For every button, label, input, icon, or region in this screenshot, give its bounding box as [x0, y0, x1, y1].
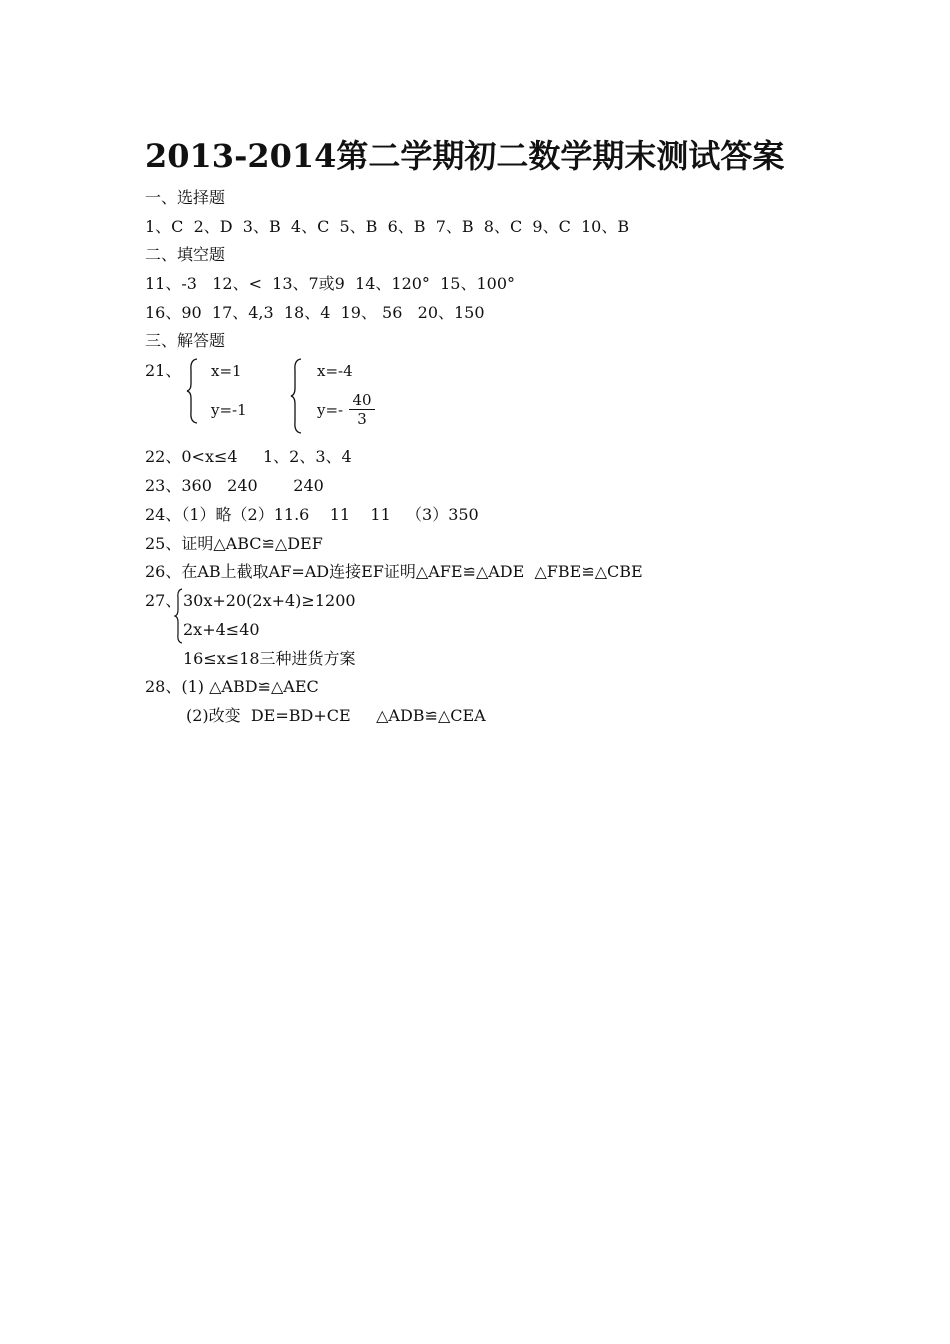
answer-28-part2: (2)改变 DE=BD+CE △ADB≌△CEA	[186, 706, 486, 725]
q27-label: 27、	[145, 591, 182, 610]
answer-25: 25、证明△ABC≌△DEF	[145, 534, 323, 553]
answers-11-15: 11、-3 12、< 13、7或9 14、120° 15、100°	[145, 274, 516, 293]
q21-sys1-y: y=-1	[211, 401, 247, 419]
q21-fraction	[349, 391, 375, 428]
answer-28-part1: 28、(1) △ABD≌△AEC	[145, 677, 319, 696]
answer-22: 22、0<x≤4 1、2、3、4	[145, 447, 352, 466]
q21-sys2-x: x=-4	[317, 362, 353, 380]
q21-sys2-y: y=-	[317, 401, 344, 419]
section-choice: 一、选择题	[145, 188, 226, 207]
brace-icon	[290, 358, 304, 434]
section-fill: 二、填空题	[145, 245, 226, 264]
fraction-numerator: 40	[349, 391, 375, 410]
answer-26: 26、在AB上截取AF=AD连接EF证明△AFE≌△ADE △FBE≌△CBE	[145, 562, 643, 581]
answers-16-20: 16、90 17、4,3 18、4 19、 56 20、150	[145, 303, 485, 322]
brace-icon	[186, 358, 200, 424]
section-solve: 三、解答题	[145, 331, 226, 350]
document-title: 2013-2014第二学期初二数学期末测试答案	[145, 137, 785, 175]
q21-label: 21、	[145, 361, 182, 380]
q27-inequality-2: 2x+4≤40	[183, 620, 260, 639]
answer-24: 24、（1）略（2）11.6 11 11 （3）350	[145, 505, 479, 524]
q21-sys1-x: x=1	[211, 362, 242, 380]
fraction-denominator: 3	[357, 410, 367, 428]
answers-1-10: 1、C 2、D 3、B 4、C 5、B 6、B 7、B 8、C 9、C 10、B	[145, 217, 630, 236]
q27-result: 16≤x≤18三种进货方案	[183, 649, 356, 668]
q27-inequality-1: 30x+20(2x+4)≥1200	[183, 591, 356, 610]
answer-23: 23、360 240 240	[145, 476, 324, 495]
